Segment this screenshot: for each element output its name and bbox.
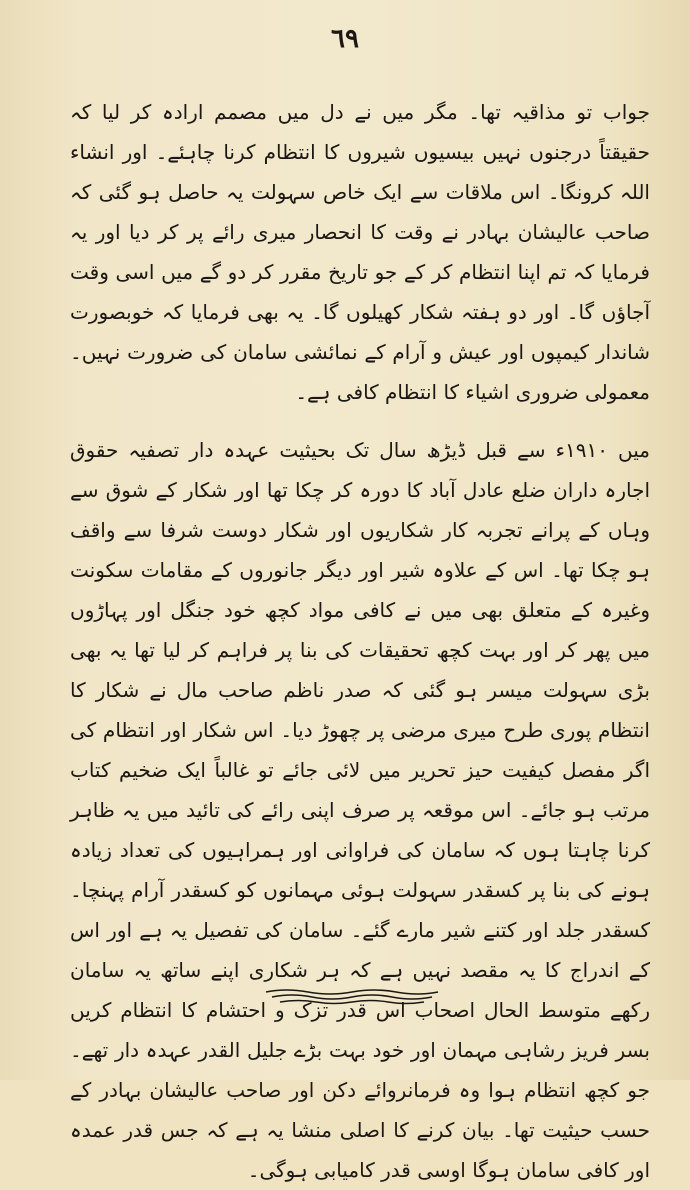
page-number: ٦٩ <box>331 24 359 54</box>
body-text <box>70 92 650 1190</box>
paragraph-2: میں ۱۹۱۰ء سے قبل ڈیڑھ سال تک بحیثیت عہدہ دار تصفیہ حقوق اجارہ داران ضلع عادل آباد کا دورہ کر چکا تھا اور شکار کے شوق سے وہاں کے پرانے تجربہ کار شکاریوں اور شکار دوست شرفا سے واقف ہو چکا تھا۔ اس کے علاوہ شیر اور دیگر جانوروں کے مقامات سکونت وغیرہ کے متعلق بھی میں نے کافی مواد کچھ خود جنگل اور پہاڑوں میں پھر کر اور بہت کچھ تحقیقات کی بنا پر فراہم کر لیا تھا یہ بھی بڑی سہولت میسر ہو گئی کہ صدر ناظم صاحب مال نے شکار کا انتظام پوری طرح میری مرضی پر چھوڑ دیا۔ اس شکار اور انتظام کی اگر مفصل کیفیت حیز تحریر میں لائی جائے تو غالباً ایک ضخیم کتاب مرتب ہو جائے۔ اس موقعہ پر صرف اپنی رائے کی تائید میں یہ ظاہر کرنا چاہتا ہوں کہ سامان کی فراوانی اور ہمراہیوں کی تعداد زیادہ ہونے کی بنا پر کسقدر سہولت ہوئی مہمانوں کو کسقدر آرام پہنچا۔ کسقدر جلد اور کتنے شیر مارے گئے۔ سامان کی تفصیل یہ ہے اور اس کے اندراج کا یہ مقصد نہیں ہے کہ ہر شکاری اپنے ساتھ یہ سامان رکھے متوسط الحال اصحاب اس قدر تزک و احتشام کا انتظام کریں بسر فریز رشاہی مہمان اور خود بہت بڑے جلیل القدر عہدہ دار تھے۔ جو کچھ انتظام ہوا وہ فرمانروائے دکن اور صاحب عالیشان بہادر کے حسب حیثیت تھا۔ بیان کرنے کا اصلی منشا یہ ہے کہ جس قدر عمدہ اور کافی سامان ہوگا اوسی قدر کامیابی ہوگی۔ <box>70 438 651 1182</box>
end-ornament <box>262 984 442 1008</box>
paragraph-1: جواب تو مذاقیہ تھا۔ مگر میں نے دل میں مصمم ارادہ کر لیا کہ حقیقتاً درجنوں نہیں بیسیوں شیروں کا انتظام کرنا چاہئے۔ اور انشاء اللہ کرونگا۔ اس ملاقات سے ایک خاص سہولت یہ حاصل ہو گئی کہ صاحب عالیشان بہادر نے وقت کا انحصار میری رائے پر کر دیا اور یہ فرمایا کہ تم اپنا انتظام کر کے جو تاریخ مقرر کر دو گے میں اسی وقت آجاؤں گا۔ اور دو ہفتہ شکار کھیلوں گا۔ یہ بھی فرمایا کہ خوبصورت شاندار کیمپوں اور عیش و آرام کے نمائشی سامان کی ضرورت نہیں۔ معمولی ضروری اشیاء کا انتظام کافی ہے۔ <box>70 100 650 404</box>
